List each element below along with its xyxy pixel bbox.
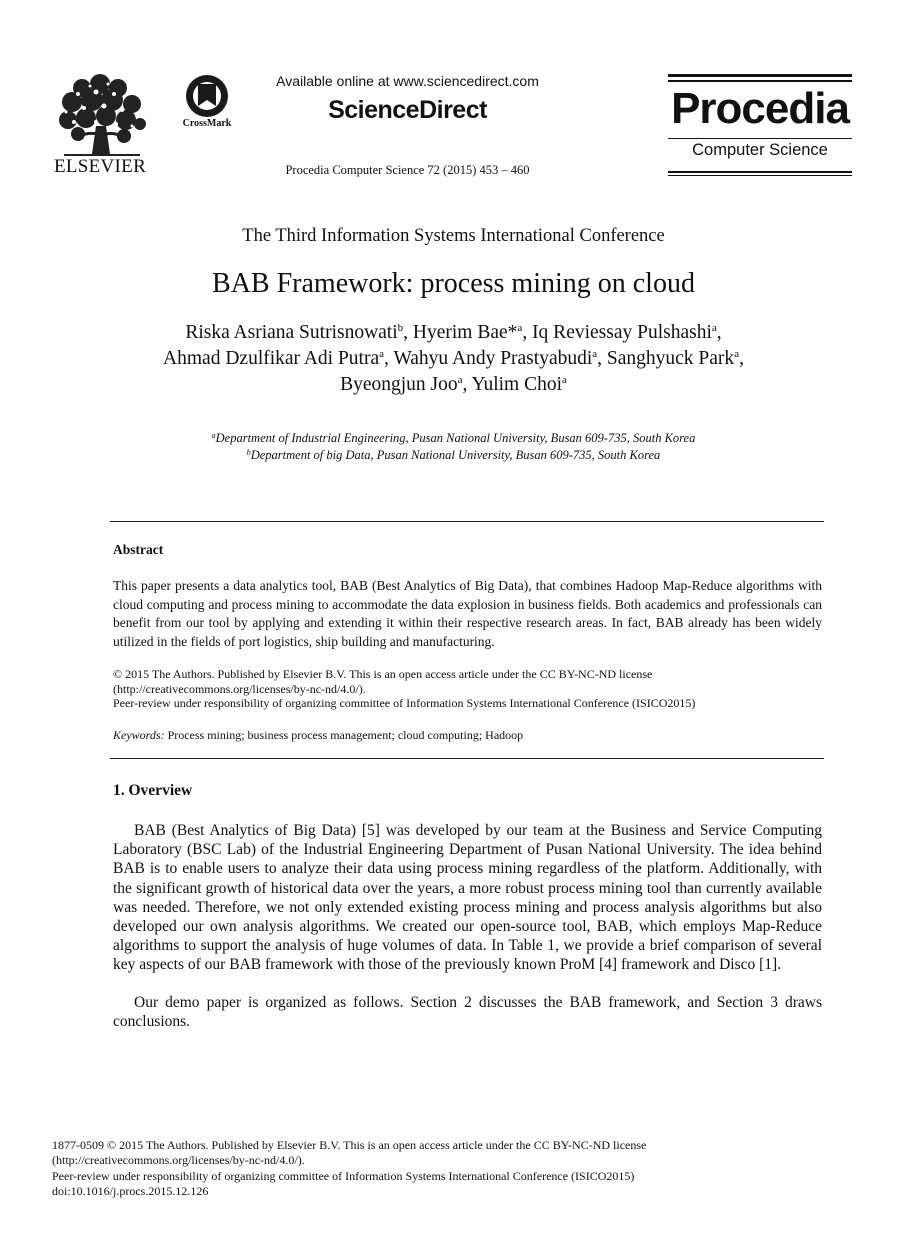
author-line-3 (60, 372, 847, 398)
author-affil-marker: a (457, 374, 463, 386)
author-affil-marker: a (711, 322, 717, 334)
author-affil-marker: a (517, 322, 523, 334)
license-line: © 2015 The Authors. Published by Elsevier B.V. This is an open access article under the CC BY-NC-ND license (113, 667, 653, 681)
author-line-1 (60, 320, 847, 346)
author-affil-marker: a (734, 348, 740, 360)
available-online-link[interactable]: Available online at www.sciencedirect.com (276, 73, 539, 89)
author-separator: , (597, 348, 607, 369)
affiliation-marker: a (211, 431, 216, 440)
section-heading-overview: 1. Overview (113, 782, 193, 799)
keywords-label: Keywords: (113, 728, 165, 742)
sciencedirect-wordmark[interactable]: ScienceDirect (328, 96, 487, 124)
author-name[interactable]: Wahyu Andy Prastyabudi (393, 348, 593, 369)
author-affil-marker: a (379, 348, 385, 360)
procedia-rule-top-1 (668, 74, 852, 77)
author-name[interactable]: Ahmad Dzulfikar Adi Putra (163, 348, 380, 369)
author-name[interactable]: Yulim Choi (471, 374, 563, 395)
license-link[interactable]: (http://creativecommons.org/licenses/by-nc-nd/4.0/). (113, 681, 366, 696)
procedia-rule-bottom-1 (668, 171, 852, 173)
affiliation-marker: b (246, 448, 251, 457)
procedia-rule-mid (668, 138, 852, 139)
author-name[interactable]: Hyerim Bae* (412, 322, 518, 343)
keywords-line (113, 728, 822, 743)
author-separator: , (522, 322, 533, 343)
affiliation-item (60, 447, 847, 464)
author-separator: , (384, 348, 394, 369)
author-name[interactable]: Byeongjun Joo (340, 374, 458, 395)
author-name[interactable]: Iq Reviessay Pulshashi (532, 322, 712, 343)
keywords-text: Process mining; business process management; cloud computing; Hadoop (167, 728, 524, 742)
procedia-subtitle: Computer Science (692, 141, 828, 159)
abstract-rule-bottom (110, 758, 824, 759)
overview-paragraph-1: BAB (Best Analytics of Big Data) [5] was developed by our team at the Business and Service Computing Laboratory (BSC Lab) of the Industrial Engineering Department of Pusan National University. The idea behind BAB is to enable users to analyze their data using process mining regardless of the platform. Additionally, with the significant growth of historical data over the years, a more robust process mining tool than currently available was needed. Therefore, we not only extended existing process mining and process analysis algorithms but also developed our own analysis algorithms. We created our open-source tool, BAB, which employs Map-Reduce algorithms to support the analysis of huge volumes of data. In Table 1, we provide a brief comparison of several key aspects of our BAB framework with those of the previously known ProM [4] framework and Disco [1]. (113, 822, 822, 974)
license-notice (113, 667, 822, 711)
elsevier-wordmark: ELSEVIER (53, 156, 147, 177)
affiliation-item (60, 430, 847, 447)
paper-title: BAB Framework: process mining on cloud (212, 268, 695, 299)
author-separator: , (739, 348, 744, 369)
abstract-text: This paper presents a data analytics tool, BAB (Best Analytics of Big Data), that combines Hadoop Map-Reduce algorithms with cloud computing and process mining to accommodate the data explosion in business fields. Both academics and professionals can benefit from our tool by applying and extending it within their respective research areas. In fact, BAB already has been widely utilized in the fields of port logistics, ship building and manufacturing. (113, 578, 822, 649)
author-separator: , (403, 322, 413, 343)
footer-peer-review: Peer-review under responsibility of organizing committee of Information Systems International Conference (ISICO2015) (52, 1168, 635, 1183)
footer-issn-license: 1877-0509 © 2015 The Authors. Published by Elsevier B.V. This is an open access article under the CC BY-NC-ND license (52, 1138, 647, 1152)
affiliation-text: Department of Industrial Engineering, Pusan National University, Busan 609-735, South Korea (215, 431, 696, 445)
procedia-rule-top-2 (668, 80, 852, 82)
footer-doi[interactable]: doi:10.1016/j.procs.2015.12.126 (52, 1184, 209, 1199)
crossmark-label: CrossMark (182, 118, 232, 129)
author-line-2 (60, 346, 847, 372)
author-affil-marker: a (562, 374, 567, 386)
footer-license-link[interactable]: (http://creativecommons.org/licenses/by-nc-nd/4.0/). (52, 1153, 305, 1168)
journal-reference: Procedia Computer Science 72 (2015) 453 – 460 (285, 163, 530, 177)
conference-name: The Third Information Systems International Conference (242, 226, 665, 246)
abstract-rule-top (110, 521, 824, 522)
author-name[interactable]: Sanghyuck Park (606, 348, 735, 369)
author-separator: , (462, 374, 472, 395)
affiliation-text: Department of big Data, Pusan National University, Busan 609-735, South Korea (250, 448, 661, 462)
overview-paragraph-2: Our demo paper is organized as follows. Section 2 discusses the BAB framework, and Section 3 draws conclusions. (113, 994, 822, 1031)
affiliation-list (60, 430, 847, 464)
abstract-heading: Abstract (113, 542, 164, 557)
author-affil-marker: a (592, 348, 598, 360)
author-list (60, 320, 847, 398)
author-affil-marker: b (397, 322, 404, 334)
procedia-rule-bottom-2 (668, 175, 852, 176)
procedia-wordmark: Procedia (671, 84, 849, 133)
author-name[interactable]: Riska Asriana Sutrisnowati (185, 322, 398, 343)
author-separator: , (716, 322, 722, 343)
peer-review-line: Peer-review under responsibility of organizing committee of Information Systems International Conference (ISICO2015) (113, 696, 696, 711)
footer-notice (52, 1138, 832, 1200)
